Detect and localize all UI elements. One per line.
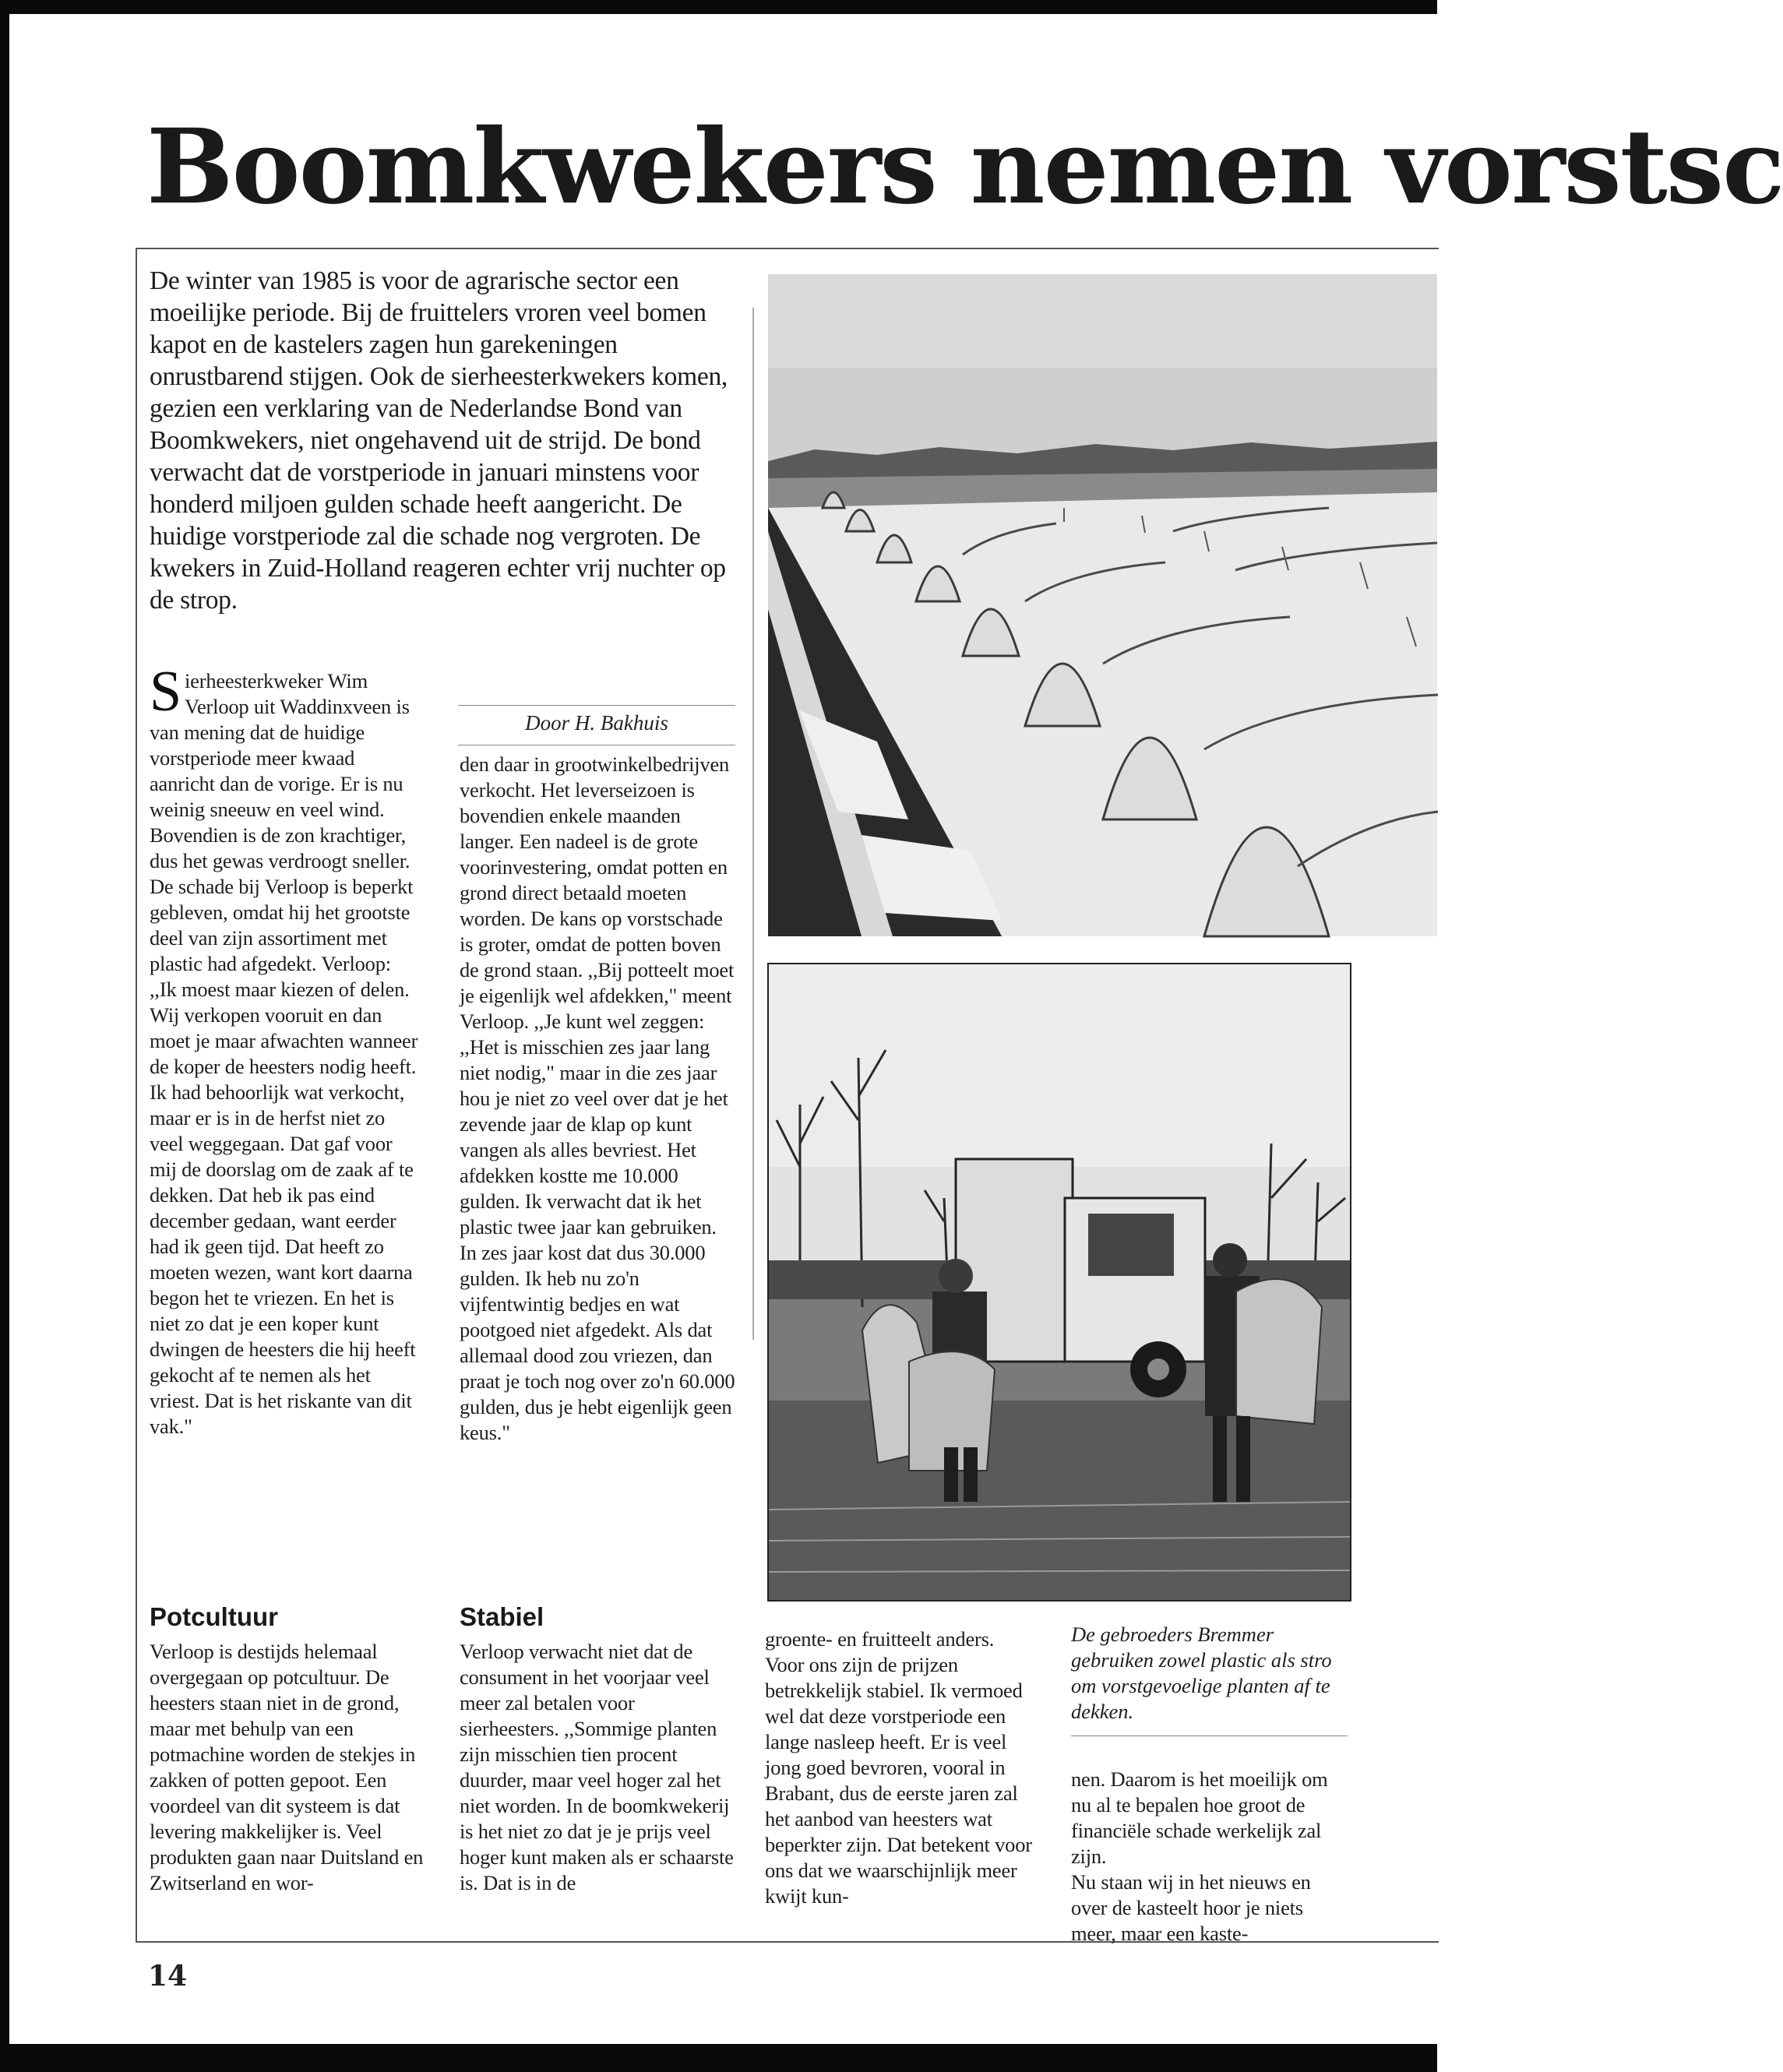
col1-para1-text: ierheesterkweker Wim Verloop uit Waddinxveen is van mening dat de huidige vorstperiode meer kwaad aanricht dan de vorige. Er is nu weinig sneeuw en veel wind. Bovendien is de zon krachtiger, dus het gewas verdroogt sneller. <box>150 669 411 872</box>
body-column-5: groente- en fruitteelt anders. Voor ons zijn de prijzen betrekkelijk stabiel. Ik vermoed wel dat deze vorstperiode een lange nasleep heeft. Er is veel jong goed bevroren, vooral in Brabant, dus de eerste jaren zal het aanbod van heesters wat beperkter zijn. Dat betekent voor ons dat we waarschijnlijk meer kwijt kun- <box>765 1627 1032 1908</box>
column-divider <box>752 308 754 1340</box>
photo-caption: De gebroeders Bremmer gebruiken zowel plastic als stro om vorstgevoelige planten af te dekken. <box>1071 1623 1332 1723</box>
caption-rule <box>1071 1735 1348 1736</box>
body-column-1 <box>150 660 422 1439</box>
body-column-2: den daar in grootwinkelbedrijven verkocht. Het leverseizoen is bovendien enkele maanden langer. Een nadeel is de grote voorinvestering, omdat potten en grond direct betaald moeten worden. De kans op vorstschade is groter, omdat de potten boven de grond staan. ,,Bij potteelt moet je eigenlijk wel afdekken," meent Verloop. ,,Je kunt wel zeggen: ,,Het is misschien zes jaar lang niet nodig," maar in die zes jaar hou je niet zo veel over dat je het zevende jaar de klap op kunt vangen als alles bevriest. Het afdekken kostte me 10.000 gulden. Ik verwacht dat ik het plastic twee jaar kan gebruiken. In zes jaar kost dat dus 30.000 gulden. Ik heb nu zo'n vijfentwintig bedjes en wat pootgoed niet afgedekt. Als dat allemaal dood zou vriezen, dan praat je toch nog over zo'n 60.000 gulden, dus je hebt eigenlijk geen keus." <box>460 752 735 1444</box>
page-border-left <box>0 0 9 2072</box>
col6-para2: Nu staan wij in het nieuws en over de kasteelt hoor je niets meer, maar een kaste- <box>1071 1870 1311 1945</box>
photo-plastic-tunnels <box>768 274 1437 936</box>
drop-cap: S <box>150 660 181 724</box>
page-border-top <box>0 0 1437 14</box>
subheading-potcultuur: Potcultuur <box>150 1602 278 1631</box>
page-border-bottom <box>0 2044 1437 2072</box>
article-intro: De winter van 1985 is voor de agrarische sector een moeilijke periode. Bij de fruittelers vroren veel bomen kapot en de kastelers zagen hun garekeningen onrustbarend stijgen. Ook de sierheesterkwekers komen, gezien een verklaring van de Nederlandse Bond van Boomkwekers, niet ongehavend uit de strijd. De bond verwacht dat de vorstperiode in januari minstens voor honderd miljoen gulden schade heeft aangericht. De huidige vorstperiode zal die schade nog vergroten. De kwekers in Zuid-Holland reageren echter vrij nuchter op de strop. <box>150 266 728 615</box>
subheading-stabiel: Stabiel <box>460 1602 544 1631</box>
body-column-4: Verloop verwacht niet dat de consument in het voorjaar veel meer zal betalen voor sierheesters. ,,Sommige planten zijn misschien tien procent duurder, maar veel hoger zal het niet worden. In de boomkwekerij is het niet zo dat je je prijs veel hoger kunt maken als er schaarste is. Dat is in de <box>460 1640 734 1894</box>
photo-workers-straw <box>767 963 1351 1602</box>
body-column-3: Verloop is destijds helemaal overgegaan op potcultuur. De heesters staan niet in de grond, maar met behulp van een potmachine worden de stekjes in zakken of potten gepoot. Een voordeel van dit systeem is dat levering makkelijker is. Veel produkten gaan naar Duitsland en Zwitserland en wor- <box>150 1640 424 1894</box>
col1-para1 <box>150 660 422 874</box>
workers-image <box>769 964 1350 1600</box>
page-number: 14 <box>148 1960 188 1993</box>
body-column-6 <box>1071 1767 1348 1947</box>
byline: Door H. Bakhuis <box>525 711 668 735</box>
byline-rule-top <box>458 705 735 706</box>
col1-para2: De schade bij Verloop is beperkt gebleven, omdat hij het grootste deel van zijn assortiment met plastic had afgedekt. Verloop: ,,Ik moest maar kiezen of delen. Wij verkopen vooruit en dan moet je maar afwachten wanneer de koper de heesters nodig heeft. Ik had behoorlijk wat verkocht, maar er is in de herfst niet zo veel weggegaan. Dat gaf voor mij de doorslag om de zaak af te dekken. Dat heb ik pas eind december gedaan, want eerder had ik geen tijd. Dat heeft zo moeten wezen, want kort daarna begon het te vriezen. En het is niet zo dat je een koper kunt dwingen de heesters die hij heeft gekocht af te nemen als het vriest. Dat is het riskante van dit vak." <box>150 875 418 1438</box>
article-headline: Boomkwekers nemen vorstsc <box>146 107 1783 227</box>
tunnels-image <box>768 274 1437 936</box>
col6-para1: nen. Daarom is het moeilijk om nu al te bepalen hoe groot de financiële schade werkelijk zal zijn. <box>1071 1767 1328 1868</box>
